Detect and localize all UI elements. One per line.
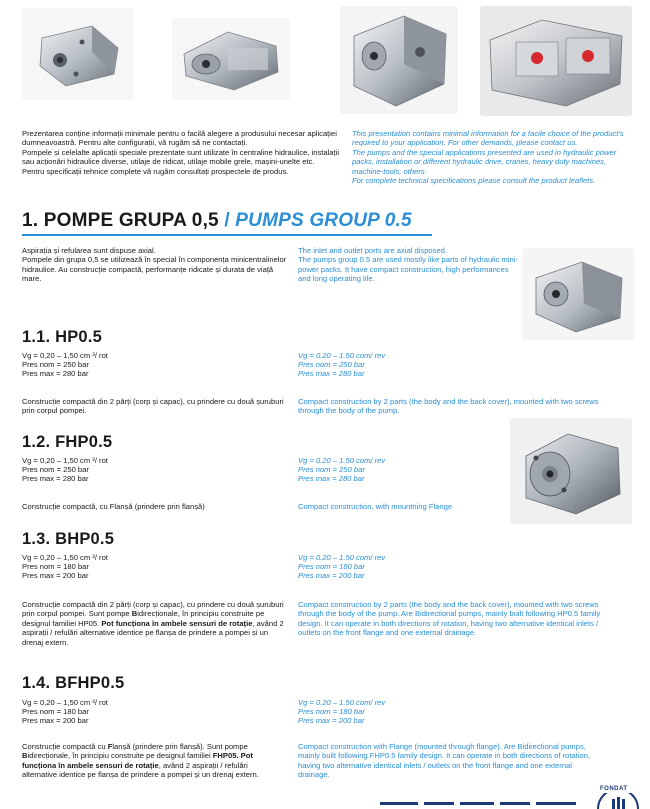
specs-en-fhp05 bbox=[298, 456, 385, 484]
desc-fragment: , având 2 aspirații / refulări alternative identice pe flanșa de prindere a pompei și un drenaj extern. bbox=[22, 618, 284, 647]
desc-en-bfhp05: Compact construction with Flange (mounted through flange). Are Bidirectional pumps, mainly built following FHP0.5 family design. It can operate in both directions of rotation, having two alternative identical inlets / outlets on the front flange and one external drainage. bbox=[298, 742, 591, 780]
model-heading-hp05: 1.1. HP0.5 bbox=[22, 328, 102, 346]
spec-line: Pres nom = 250 bar bbox=[298, 465, 365, 475]
desc-emphasis: F bbox=[107, 742, 113, 751]
desc-ro-bhp05 bbox=[22, 600, 284, 647]
spec-line: Pres max = 200 bar bbox=[298, 571, 365, 581]
spec-line: Pres max = 280 bar bbox=[22, 474, 89, 484]
product-photo-2 bbox=[172, 18, 290, 100]
pump-photo-hp05 bbox=[522, 248, 634, 340]
spec-line: Pres nom = 250 bar bbox=[298, 360, 365, 370]
specs-ro-bfhp05 bbox=[22, 698, 108, 726]
section-title-separator: / bbox=[224, 210, 230, 231]
spec-line: Pres nom = 250 bar bbox=[22, 465, 89, 475]
specs-en-bhp05 bbox=[298, 553, 385, 581]
spec-line: Pres max = 280 bar bbox=[298, 474, 365, 484]
desc-ro-bfhp05 bbox=[22, 742, 284, 780]
spec-line: Vg = 0,20 – 1,50 cm ³/ rot bbox=[22, 351, 108, 360]
model-heading-bfhp05: 1.4. BFHP0.5 bbox=[22, 674, 125, 692]
desc-fragment: Construcție compactă din 2 părți (corp și capac), cu prindere cu două șuruburi prin corpul pompei. Sunt pompe bbox=[22, 600, 284, 619]
spec-line: Vg = 0,20 – 1,50 cm ³/ rot bbox=[22, 553, 108, 562]
model-heading-bhp05: 1.3. BHP0.5 bbox=[22, 530, 115, 548]
spec-line: Vg = 0.20 – 1.50 com/ rev bbox=[298, 698, 386, 707]
product-photo-1 bbox=[22, 8, 134, 100]
spec-line: Pres nom = 180 bar bbox=[298, 707, 365, 717]
spec-line: Vg = 0.20 – 1.50 com/ rev bbox=[298, 553, 386, 562]
spec-line: Pres nom = 180 bar bbox=[22, 562, 89, 572]
intro-en: This presentation contains minimal information for a facile choice of the product's required to your application. For other demands, please contact us. The pumps and the special applications presented are used in hydraulic power packs, installation or different hydraulic drive, cranes, heavy duty machines, machine-tools, others. For complete technical specifications please consult the product leaflets. bbox=[352, 129, 624, 186]
logo-mark-icon bbox=[590, 793, 646, 809]
footer-decoration bbox=[380, 796, 580, 809]
desc-en-fhp05: Compact construction, with mountning Flange bbox=[298, 502, 453, 511]
section-desc-en: The inlet and outlet ports are axial disposed. The pumps group 0.5 are used mostly like parts of hydraulic mini-power packs. It have compact construction, high performances and long operating life. bbox=[298, 246, 518, 284]
desc-emphasis: B bbox=[131, 609, 138, 619]
spec-line: Vg = 0.20 – 1.50 com/ rev bbox=[298, 351, 386, 360]
section-divider bbox=[22, 234, 432, 236]
section-title-en: PUMPS GROUP 0.5 bbox=[235, 210, 412, 231]
section-desc-ro: Aspirația și refularea sunt dispuse axial. Pompele din grupa 0,5 se utilizează în special în componența minicentralinelor hidraulice. Au construcție compactă, performanțe ridicate și durata de viață mare. bbox=[22, 246, 287, 284]
model-heading-fhp05: 1.2. FHP0.5 bbox=[22, 433, 113, 451]
spec-line: Pres max = 280 bar bbox=[22, 369, 89, 379]
spec-line: Pres max = 200 bar bbox=[298, 716, 365, 726]
desc-fragment: lanșă (prindere prin flanșă). Sunt pompe bbox=[112, 742, 248, 751]
pump-photo-fhp05 bbox=[510, 418, 632, 524]
desc-ro-hp05: Construcție compactă din 2 părți (corp și capac), cu prindere cu două șuruburi prin corpul pompei. bbox=[22, 397, 284, 416]
specs-ro-fhp05 bbox=[22, 456, 108, 484]
desc-fragment: , având 2 aspirații / refulări alternative identice pe flanșa de prindere a pompei și un drenaj extern. bbox=[22, 760, 259, 780]
desc-ro-fhp05: Construcție compactă, cu Flanșă (prindere prin flanșă) bbox=[22, 502, 205, 511]
product-photo-4 bbox=[480, 6, 632, 116]
spec-line: Pres max = 200 bar bbox=[22, 571, 89, 581]
spec-line: Pres max = 280 bar bbox=[298, 369, 365, 379]
desc-fragment: idirecționale, în principiu construite pe designul familiei HP05. bbox=[22, 609, 265, 628]
company-logo bbox=[590, 786, 646, 809]
spec-line: Vg = 0,20 – 1,50 cm ³/ rot bbox=[22, 698, 108, 707]
specs-ro-bhp05 bbox=[22, 553, 108, 581]
desc-emphasis: FHP05. Pot funcționa în ambele sensuri de rotație bbox=[22, 751, 253, 770]
desc-en-hp05: Compact construction by 2 parts (the body and the back cover), mounted with two screws through the body of the pump. bbox=[298, 397, 599, 416]
specs-ro-hp05 bbox=[22, 351, 108, 379]
desc-fragment: idirecționale, în principiu construite pe designul familiei bbox=[27, 751, 213, 761]
logo-text: FONDAT bbox=[600, 786, 628, 792]
desc-emphasis: B bbox=[22, 751, 28, 761]
specs-en-hp05 bbox=[298, 351, 385, 379]
specs-en-bfhp05 bbox=[298, 698, 385, 726]
section-title-ro: 1. POMPE GRUPA 0,5 bbox=[22, 210, 219, 231]
product-photo-3 bbox=[340, 6, 458, 114]
spec-line: Vg = 0,20 – 1,50 cm ³/ rot bbox=[22, 456, 108, 465]
spec-line: Pres nom = 180 bar bbox=[22, 707, 89, 717]
section-title bbox=[22, 210, 412, 232]
spec-line: Pres nom = 250 bar bbox=[22, 360, 89, 370]
desc-emphasis: Pot funcționa în ambele sensuri de rotație bbox=[101, 618, 253, 628]
desc-fragment: Construcție compactă cu bbox=[22, 742, 108, 751]
intro-ro: Prezentarea conține informații minimale pentru o facilă alegere a produsului necesar aplicației dumneavoastră. Pentru alte configurații, vă rugăm să ne contactați. Pompele și celelalte aplicații speciale prezentate sunt utilizate în centraline hidraulice, instalații sau acționări hidraulice diverse, utilaje de ridicat, utilaje mobile grele, mașini-unelte etc. Pentru specificații tehnice complete vă rugăm consultați prospectele de produs. bbox=[22, 129, 340, 176]
spec-line: Vg = 0.20 – 1.50 com/ rev bbox=[298, 456, 386, 465]
spec-line: Pres max = 200 bar bbox=[22, 716, 89, 726]
spec-line: Pres nom = 180 bar bbox=[298, 562, 365, 572]
desc-en-bhp05: Compact construction by 2 parts (the body and the back cover), mounted with two screws through the body of the pump. Are Bidirectional pumps, mainly built following HP0.5 family design. It can operate in both directions of rotation, having two alternative identical inlets / outlets on the front flange and one external drainage. bbox=[298, 600, 601, 638]
